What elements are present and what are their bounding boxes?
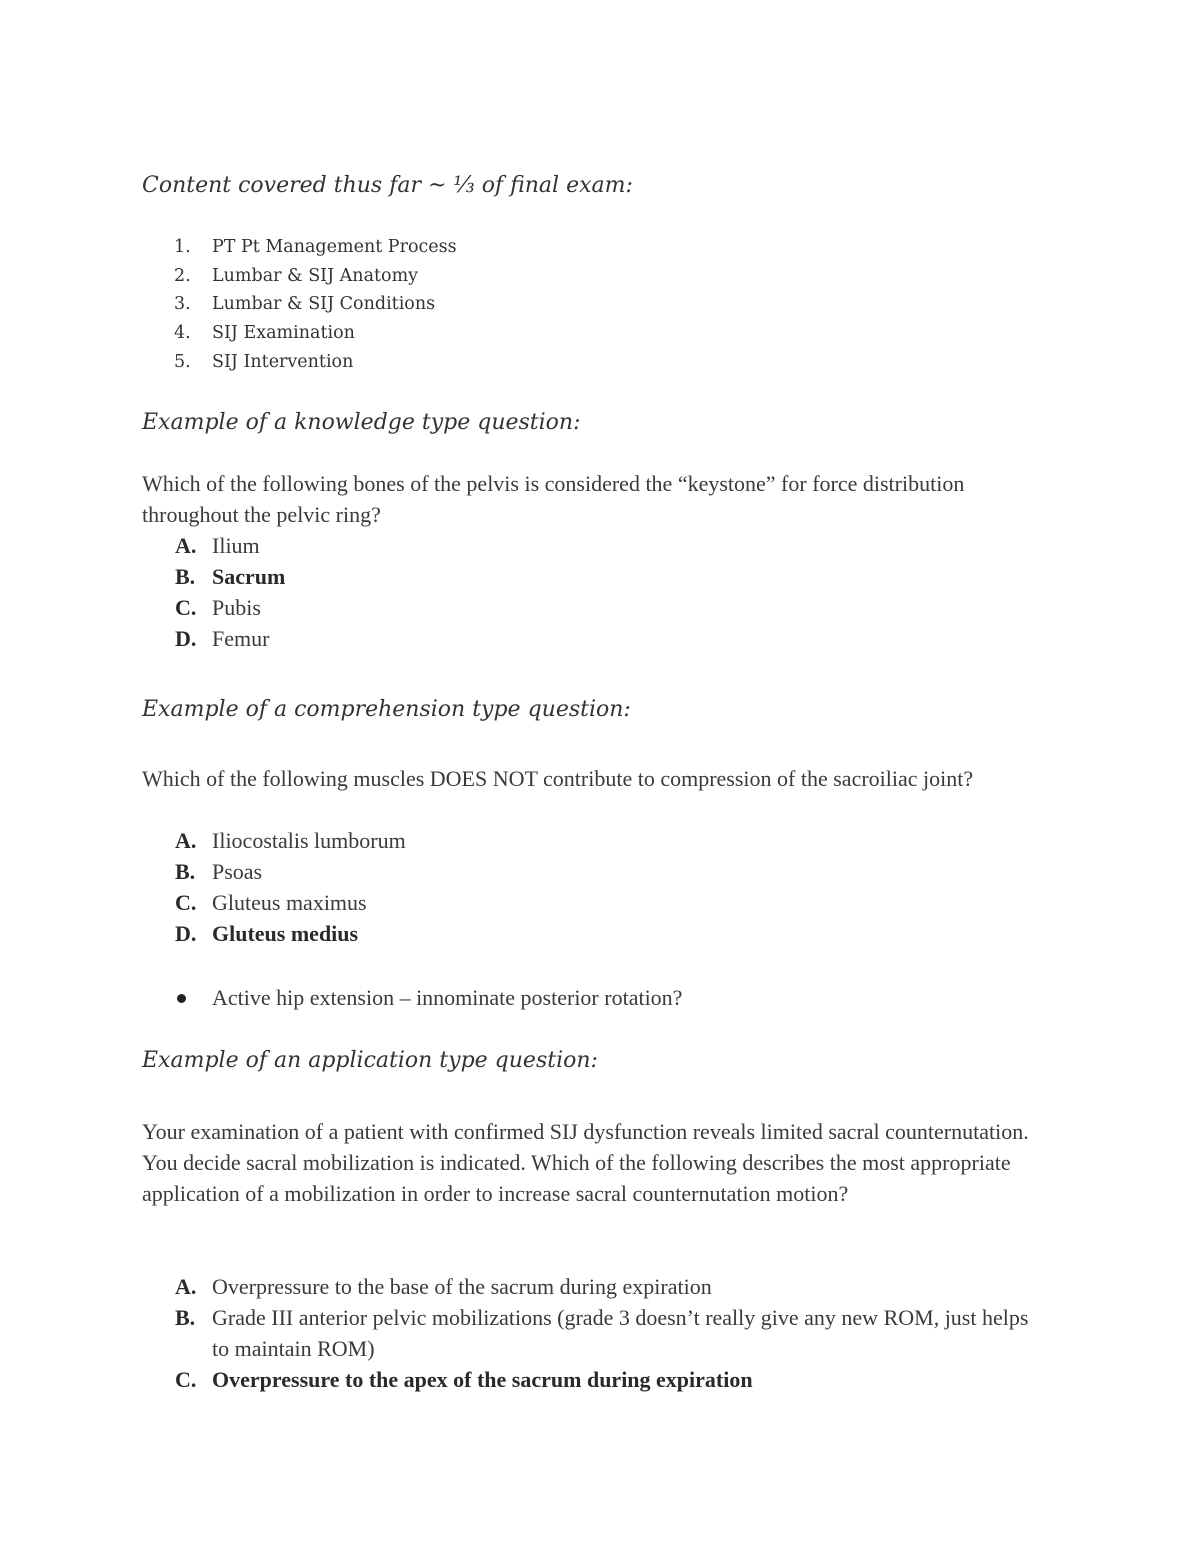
- comprehension-question-text: Which of the following muscles DOES NOT contribute to compression of the sacroiliac joint?: [142, 766, 974, 791]
- list-item-text: Lumbar & SIJ Anatomy: [212, 265, 419, 286]
- application-options-list: [142, 1271, 1047, 1395]
- comprehension-question-heading: Example of a comprehension type question:: [142, 697, 631, 722]
- answer-option: [142, 530, 1047, 561]
- list-item-text: PT Pt Management Process: [212, 237, 457, 257]
- option-text: Grade III anterior pelvic mobilizations (grade 3 doesn’t really give any new ROM, just helps to maintain ROM): [212, 1305, 1029, 1361]
- option-text: Overpressure to the base of the sacrum during expiration: [212, 1274, 712, 1299]
- bullet-icon: [177, 994, 186, 1003]
- option-letter: B.: [175, 564, 196, 589]
- option-text: Ilium: [212, 533, 260, 558]
- list-item-text: SIJ Intervention: [212, 351, 354, 372]
- list-item: [142, 233, 457, 262]
- option-letter: D.: [175, 921, 197, 946]
- option-letter: B.: [175, 859, 196, 884]
- content-covered-heading: Content covered thus far ~ ⅓ of final exam:: [142, 173, 633, 198]
- option-text: Femur: [212, 626, 270, 651]
- list-item-text: Lumbar & SIJ Conditions: [212, 294, 436, 315]
- option-letter: D.: [175, 626, 197, 651]
- option-text: Iliocostalis lumborum: [212, 828, 406, 853]
- answer-option-correct: [142, 1364, 1047, 1395]
- option-letter: A.: [175, 1274, 197, 1299]
- answer-option: [142, 1302, 1047, 1364]
- option-letter: A.: [175, 828, 197, 853]
- answer-option: [142, 887, 1047, 918]
- knowledge-question-heading: Example of a knowledge type question:: [142, 410, 581, 435]
- list-item: [142, 319, 457, 348]
- answer-option: [142, 825, 1047, 856]
- list-number: 3.: [174, 294, 191, 315]
- answer-option: [142, 1271, 1047, 1302]
- answer-option: [142, 623, 1047, 654]
- answer-option: [142, 592, 1047, 623]
- answer-option-correct: [142, 918, 1047, 949]
- list-item: [142, 348, 457, 377]
- list-item-text: SIJ Examination: [212, 323, 355, 344]
- option-letter: B.: [175, 1305, 196, 1330]
- application-question-heading: Example of an application type question:: [142, 1048, 598, 1073]
- list-number: 1.: [174, 237, 191, 257]
- option-letter: A.: [175, 533, 197, 558]
- knowledge-question-text: Which of the following bones of the pelvis is considered the “keystone” for force distribution throughout the pelvic ring?: [142, 471, 965, 527]
- list-number: 2.: [174, 265, 191, 286]
- list-number: 5.: [174, 351, 191, 372]
- option-text: Pubis: [212, 595, 261, 620]
- list-item: [142, 262, 457, 291]
- option-text: Gluteus maximus: [212, 890, 367, 915]
- option-text: Overpressure to the apex of the sacrum during expiration: [212, 1367, 753, 1392]
- content-topics-list: [142, 233, 457, 377]
- knowledge-options-list: [142, 530, 1047, 654]
- comprehension-bullet-note: [142, 982, 1047, 1013]
- answer-option-correct: [142, 561, 1047, 592]
- list-item: [142, 290, 457, 319]
- comprehension-options-list: [142, 825, 1047, 949]
- option-letter: C.: [175, 890, 197, 915]
- option-letter: C.: [175, 1367, 197, 1392]
- answer-option: [142, 856, 1047, 887]
- option-text: Psoas: [212, 859, 263, 884]
- bullet-note-text: Active hip extension – innominate posterior rotation?: [212, 985, 683, 1010]
- option-text: Gluteus medius: [212, 921, 359, 946]
- option-letter: C.: [175, 595, 197, 620]
- list-number: 4.: [174, 323, 191, 344]
- option-text: Sacrum: [212, 564, 286, 589]
- application-question-text: Your examination of a patient with confirmed SIJ dysfunction reveals limited sacral counternutation. You decide sacral mobilization is indicated. Which of the following describes the most appropriate application of a mobilization in order to increase sacral counternutation motion?: [142, 1119, 1029, 1206]
